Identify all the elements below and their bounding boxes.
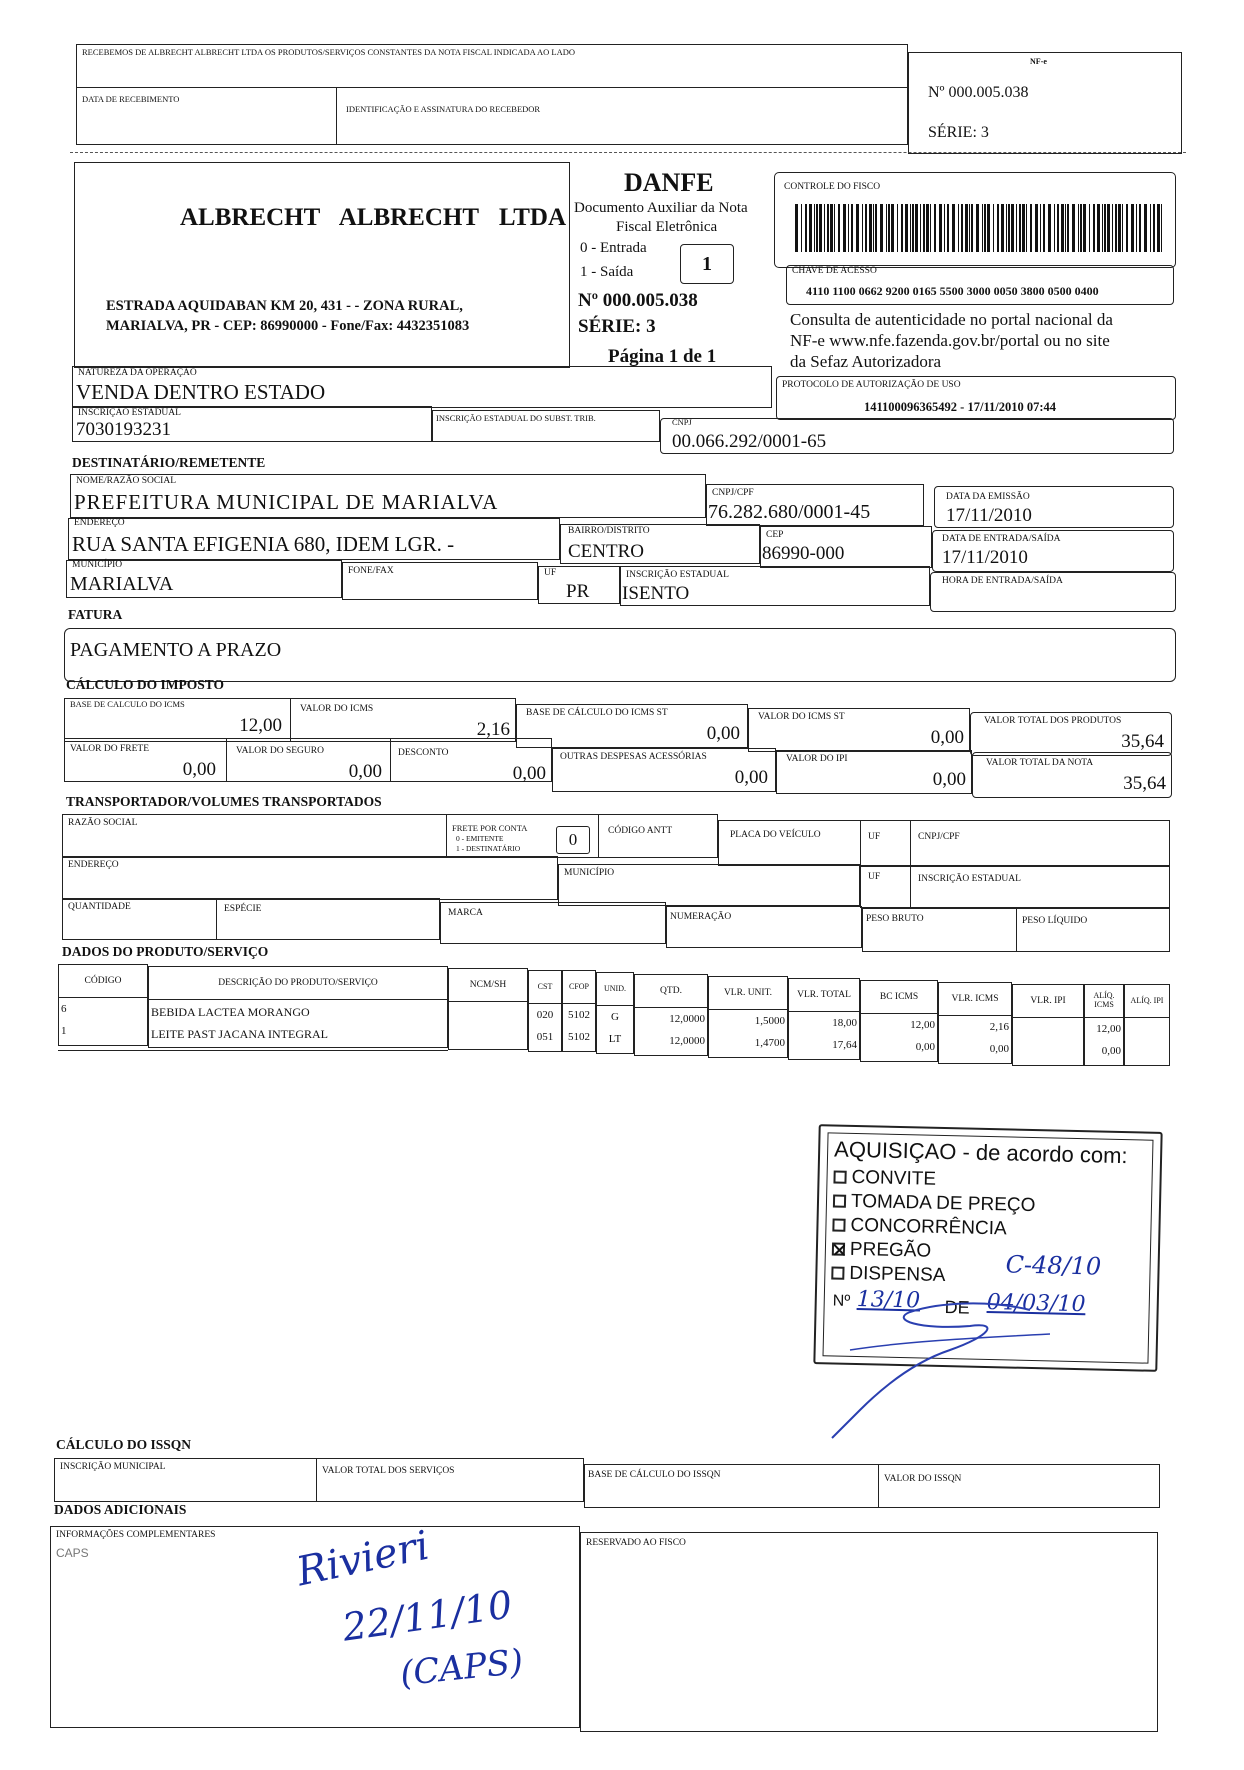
- transport-row2b: [860, 866, 1170, 908]
- other-label: OUTRAS DESPESAS ACESSÓRIAS: [560, 752, 707, 762]
- species-label: ESPÉCIE: [224, 904, 262, 914]
- table-cell: 051: [536, 1031, 554, 1043]
- discount-label: DESCONTO: [398, 748, 449, 758]
- insurance-label: VALOR DO SEGURO: [236, 746, 324, 756]
- stamp-no-label: Nº: [832, 1292, 851, 1310]
- table-header-label: ALÍQ. ICMS: [1093, 991, 1115, 1009]
- consult-line2: NF-e www.nfe.fazenda.gov.br/portal ou no site: [790, 331, 1110, 350]
- emission-value: 17/11/2010: [946, 505, 1032, 526]
- table-cell: 12,00: [910, 1019, 935, 1031]
- ie-label: INSCRIÇÃO ESTADUAL: [78, 408, 181, 418]
- checkbox-icon: [833, 1170, 846, 1183]
- stamp-option-convite: [833, 1166, 936, 1190]
- stamp-signature: [820, 1290, 1060, 1440]
- danfe-subtitle1: Documento Auxiliar da Nota: [574, 200, 748, 216]
- discount-value: 0,00: [512, 763, 546, 784]
- district-value: CENTRO: [568, 541, 644, 562]
- issuer-name: ALBRECHT ALBRECHT LTDA: [180, 204, 566, 231]
- consult-line1: Consulta de autenticidade no portal nacional da: [790, 310, 1113, 329]
- table-header-label: ALÍQ. IPI: [1130, 995, 1164, 1005]
- stamp-option-dispensa: [831, 1262, 946, 1287]
- insurance-value: 0,00: [348, 761, 382, 782]
- base-icms-label: BASE DE CALCULO DO ICMS: [70, 699, 185, 709]
- product-description: BEBIDA LACTEA MORANGO: [151, 1005, 310, 1019]
- table-cell: 6: [61, 1003, 67, 1015]
- table-cell: 1: [61, 1025, 67, 1037]
- base-st-label: BASE DE CÁLCULO DO ICMS ST: [526, 708, 668, 718]
- handwritten-name: Rivieri: [292, 1522, 434, 1596]
- cep-value: 86990-000: [762, 543, 845, 564]
- products-section: DADOS DO PRODUTO/SERVIÇO: [62, 944, 269, 959]
- total-products-value: 35,64: [1121, 731, 1164, 752]
- freight-opt1-label: 1 - DESTINATÁRIO: [456, 844, 521, 853]
- phone-label: FONE/FAX: [348, 566, 394, 576]
- stamp-option-tomada: [833, 1190, 1036, 1217]
- receipt-stub: [76, 44, 908, 145]
- access-key-label: CHAVE DE ACESSO: [792, 266, 877, 276]
- stamp-option-concorrencia: [832, 1214, 1007, 1240]
- table-header-label: VLR. ICMS: [951, 993, 999, 1004]
- receipt-series: SÉRIE: 3: [928, 124, 989, 141]
- nature-label: NATUREZA DA OPERAÇÃO: [78, 368, 197, 378]
- district-label: BAIRRO/DISTRITO: [568, 526, 650, 536]
- issqn-section: CÁLCULO DO ISSQN: [56, 1437, 192, 1452]
- table-header-label: VLR. UNIT.: [723, 987, 773, 998]
- table-header-label: CÓDIGO: [84, 975, 122, 986]
- city-value: MARIALVA: [70, 573, 174, 595]
- danfe-entrada: 0 - Entrada: [580, 240, 647, 256]
- transport-uf-label: UF: [868, 832, 881, 842]
- barcode-image: [795, 204, 1165, 252]
- fisco-control-label: CONTROLE DO FISCO: [784, 182, 881, 192]
- table-cell: G: [611, 1011, 619, 1023]
- info-label: INFORMAÇÕES COMPLEMENTARES: [56, 1530, 216, 1540]
- recipient-name-label: NOME/RAZÃO SOCIAL: [76, 476, 177, 486]
- icms-value: 2,16: [476, 719, 510, 740]
- danfe-type-box: [680, 244, 734, 284]
- nfe-label: NF-e: [1030, 57, 1047, 66]
- icms-st-value: 0,00: [930, 727, 964, 748]
- stamp-no-value: 13/10: [856, 1287, 921, 1314]
- stamp-opt4-label: PREGÃO: [849, 1238, 932, 1262]
- recipient-address-label: ENDEREÇO: [74, 518, 125, 528]
- table-header-label: BC ICMS: [879, 991, 919, 1002]
- table-header-label: QTD.: [660, 985, 682, 996]
- ipi-label: VALOR DO IPI: [786, 754, 848, 764]
- checked-checkbox-icon: [832, 1242, 845, 1255]
- table-cell: 12,0000: [669, 1013, 705, 1025]
- table-cell: 0,00: [989, 1043, 1009, 1055]
- table-column: [448, 1002, 528, 1050]
- checkbox-icon: [832, 1218, 845, 1231]
- access-key-value: 4110 1100 0662 9200 0165 5500 3000 0050 3800 0500 0400: [806, 284, 1099, 298]
- base-icms-value: 12,00: [239, 715, 282, 736]
- table-cell: 0,00: [1101, 1045, 1121, 1057]
- table-header-label: NCM/SH: [469, 979, 507, 990]
- nature-value: VENDA DENTRO ESTADO: [76, 380, 326, 404]
- stamp-date-value: 04/03/10: [986, 1289, 1086, 1318]
- invoice-value: PAGAMENTO A PRAZO: [70, 639, 282, 661]
- table-header-label: CFOP: [568, 981, 589, 991]
- handwritten-caps: (CAPS): [398, 1641, 526, 1695]
- stamp-de-label: DE: [944, 1297, 970, 1318]
- receipt-date-label: DATA DE RECEBIMENTO: [82, 94, 180, 104]
- danfe-number: Nº 000.005.038: [578, 290, 698, 311]
- transport-address-label: ENDEREÇO: [68, 860, 119, 870]
- table-cell: 12,00: [1096, 1023, 1121, 1035]
- table-header-label: CST: [537, 981, 553, 991]
- brand-label: MARCA: [448, 908, 483, 918]
- table-cell: 12,0000: [669, 1035, 705, 1047]
- receipt-signature-label: IDENTIFICAÇÃO E ASSINATURA DO RECEBEDOR: [346, 104, 541, 114]
- table-column: [1012, 1018, 1084, 1066]
- table-bottom-rule: [58, 1050, 448, 1051]
- barcode: [795, 204, 1165, 252]
- stamp-option-pregao: [832, 1238, 932, 1262]
- handwritten-signature: [290, 1522, 550, 1722]
- transport-section: TRANSPORTADOR/VOLUMES TRANSPORTADOS: [66, 794, 382, 809]
- stamp-title: AQUISIÇAO - de acordo com:: [833, 1136, 1128, 1169]
- stamp-opt3-label: CONCORRÊNCIA: [850, 1214, 1007, 1240]
- cnpj-label: CNPJ: [672, 417, 692, 427]
- table-cell: 020: [536, 1009, 554, 1021]
- emission-label: DATA DA EMISSÃO: [946, 492, 1030, 502]
- total-value: 35,64: [1123, 773, 1166, 794]
- additional-section: DADOS ADICIONAIS: [54, 1502, 187, 1517]
- protocol-value: 141100096365492 - 17/11/2010 07:44: [864, 400, 1057, 414]
- transport-name-label: RAZÃO SOCIAL: [68, 818, 138, 828]
- base-st-value: 0,00: [706, 723, 740, 744]
- danfe-page: Página 1 de 1: [608, 346, 717, 367]
- issuer-address-line1: ESTRADA AQUIDABAN KM 20, 431 - - ZONA RURAL,: [106, 298, 463, 314]
- handwritten-date: 22/11/10: [339, 1582, 515, 1650]
- table-header-label: VLR. IPI: [1030, 995, 1066, 1006]
- table-cell: 0,00: [915, 1041, 935, 1053]
- ie-value: 7030193231: [76, 419, 171, 440]
- freight-by-label: FRETE POR CONTA: [452, 823, 528, 833]
- other-value: 0,00: [734, 767, 768, 788]
- cep-label: CEP: [766, 530, 784, 540]
- city-label: MUNICÍPIO: [72, 560, 123, 570]
- total-label: VALOR TOTAL DA NOTA: [986, 758, 1094, 768]
- issqn-base-label: BASE DE CÁLCULO DO ISSQN: [588, 1470, 721, 1480]
- danfe-subtitle2: Fiscal Eletrônica: [616, 219, 718, 235]
- cnpj-value: 00.066.292/0001-65: [672, 431, 827, 452]
- freight-label: VALOR DO FRETE: [70, 744, 149, 754]
- issqn-value-label: VALOR DO ISSQN: [884, 1474, 962, 1484]
- table-cell: LT: [608, 1033, 622, 1045]
- icms-st-label: VALOR DO ICMS ST: [758, 712, 845, 722]
- transport-city-label: MUNICÍPIO: [564, 868, 615, 878]
- table-cell: 5102: [568, 1031, 590, 1043]
- stamp-opt1-label: CONVITE: [851, 1166, 937, 1190]
- recipient-cnpj-label: CNPJ/CPF: [712, 488, 754, 498]
- table-header-label: VLR. TOTAL: [797, 989, 851, 1000]
- danfe-saida: 1 - Saída: [580, 264, 634, 280]
- table-column: [1124, 1018, 1170, 1066]
- entry-date-value: 17/11/2010: [942, 547, 1028, 568]
- table-header-label: DESCRIÇÃO DO PRODUTO/SERVIÇO: [218, 977, 378, 988]
- table-cell: 17,64: [832, 1039, 857, 1051]
- danfe-type-value: 1: [702, 252, 712, 275]
- table-header-label: UNID.: [604, 983, 626, 993]
- services-label: VALOR TOTAL DOS SERVIÇOS: [322, 1466, 455, 1476]
- checkbox-icon: [833, 1194, 846, 1207]
- stamp-opt5-label: DISPENSA: [849, 1262, 946, 1287]
- freight-value: 0,00: [182, 759, 216, 780]
- icms-label: VALOR DO ICMS: [300, 704, 374, 714]
- info-value: CAPS: [56, 1546, 89, 1560]
- ie-st-label: INSCRIÇÃO ESTADUAL DO SUBST. TRIB.: [436, 413, 596, 423]
- danfe-title: DANFE: [624, 168, 714, 197]
- municipal-label: INSCRIÇÃO MUNICIPAL: [60, 1462, 166, 1472]
- stamp-handwritten-ref: C-48/10: [1005, 1250, 1102, 1281]
- product-description: LEITE PAST JACANA INTEGRAL: [151, 1027, 329, 1041]
- freight-opt0-label: 0 - EMITENTE: [456, 834, 504, 843]
- transport-ie-label: INSCRIÇÃO ESTADUAL: [918, 874, 1021, 884]
- recipient-cnpj-value: 76.282.680/0001-45: [708, 501, 871, 523]
- checkbox-icon: [831, 1266, 844, 1279]
- reserved-box: [580, 1532, 1158, 1732]
- entry-date-label: DATA DE ENTRADA/SAÍDA: [942, 534, 1061, 544]
- danfe-series: SÉRIE: 3: [578, 316, 656, 337]
- receipt-nf-number: Nº 000.005.038: [928, 84, 1029, 101]
- gross-weight-label: PESO BRUTO: [866, 914, 924, 924]
- table-cell: 2,16: [989, 1021, 1009, 1033]
- time-label: HORA DE ENTRADA/SAÍDA: [942, 576, 1063, 586]
- recipient-ie-label: INSCRIÇÃO ESTADUAL: [626, 570, 729, 580]
- recipient-name-value: PREFEITURA MUNICIPAL DE MARIALVA: [74, 490, 499, 514]
- transport-row2: [62, 856, 558, 900]
- stamp-opt2-label: TOMADA DE PREÇO: [850, 1190, 1036, 1217]
- recipient-section: DESTINATÁRIO/REMETENTE: [72, 455, 266, 470]
- table-cell: 5102: [568, 1009, 590, 1021]
- plate-label: PLACA DO VEÍCULO: [730, 830, 821, 840]
- issuer-address-line2: MARIALVA, PR - CEP: 86990000 - Fone/Fax: 4432351083: [106, 318, 470, 334]
- table-cell: 18,00: [832, 1017, 857, 1029]
- freight-value: 0: [568, 830, 578, 849]
- transport-row1b: [718, 820, 1170, 866]
- uf-value: PR: [566, 581, 590, 602]
- numbering-label: NUMERAÇÃO: [670, 912, 732, 922]
- net-weight-label: PESO LÍQUIDO: [1022, 916, 1088, 926]
- protocol-label: PROTOCOLO DE AUTORIZAÇÃO DE USO: [782, 380, 961, 390]
- table-cell: 1,5000: [754, 1015, 785, 1027]
- transport-cnpj-label: CNPJ/CPF: [918, 832, 960, 842]
- invoice-section: FATURA: [68, 607, 123, 622]
- recipient-ie-value: ISENTO: [622, 583, 690, 604]
- reserved-label: RESERVADO AO FISCO: [586, 1538, 686, 1548]
- qty-label: QUANTIDADE: [68, 902, 131, 912]
- recipient-address-value: RUA SANTA EFIGENIA 680, IDEM LGR. -: [72, 532, 455, 556]
- table-cell: 1,4700: [754, 1037, 785, 1049]
- freight-value-box: [556, 826, 590, 854]
- ipi-value: 0,00: [932, 769, 966, 790]
- transport-uf2-label: UF: [868, 872, 881, 882]
- total-products-label: VALOR TOTAL DOS PRODUTOS: [984, 716, 1122, 726]
- issuer-box: [74, 162, 570, 368]
- receipt-text: RECEBEMOS DE ALBRECHT ALBRECHT LTDA OS PRODUTOS/SERVIÇOS CONSTANTES DA NOTA FISCAL INDICADA AO LADO: [82, 47, 575, 57]
- uf-label: UF: [544, 568, 557, 578]
- consult-line3: da Sefaz Autorizadora: [790, 352, 942, 371]
- tax-section: CÁLCULO DO IMPOSTO: [66, 677, 225, 692]
- antt-label: CÓDIGO ANTT: [608, 826, 673, 836]
